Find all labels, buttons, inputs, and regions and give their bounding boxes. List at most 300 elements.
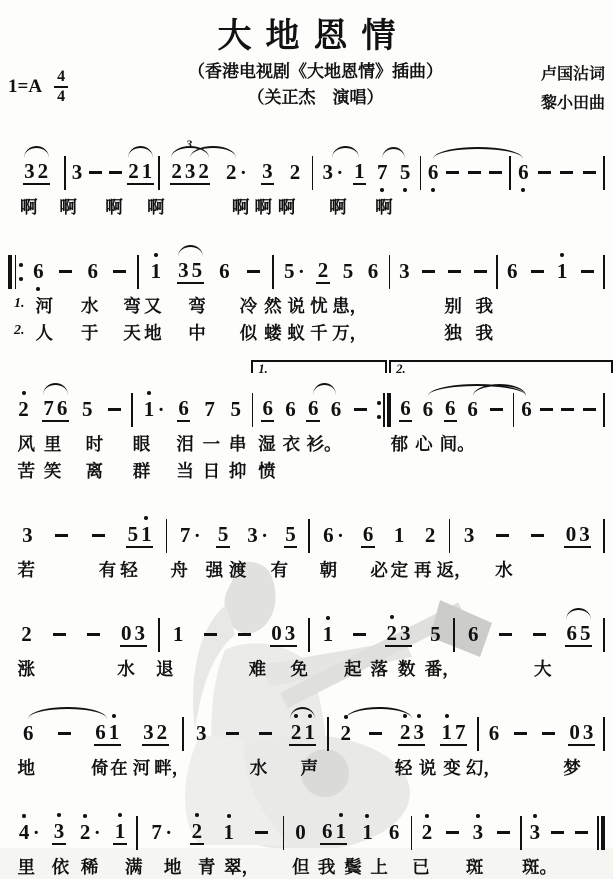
time-signature (54, 69, 68, 105)
dash-note (353, 633, 366, 636)
measure (184, 719, 328, 746)
key-signature (8, 69, 120, 105)
lyric-syllable: 有 (270, 560, 289, 581)
note-token (224, 162, 246, 183)
note-token (70, 162, 84, 183)
note-digit: 5 (191, 257, 203, 282)
note-token (444, 395, 458, 422)
note-token (149, 261, 163, 282)
note-token (32, 261, 46, 282)
lyric-syllable: 番， (424, 659, 460, 680)
note-token (120, 620, 147, 647)
note-token (270, 620, 297, 647)
measure (450, 521, 603, 548)
note-digit: 3 (178, 257, 189, 282)
note-token (178, 525, 200, 546)
lyric-row (8, 191, 605, 218)
dash-note (583, 171, 596, 174)
note-token (398, 719, 425, 746)
lyric-syllable: 啊 (231, 197, 250, 218)
measure (329, 719, 477, 746)
augmentation-dot: · (239, 161, 247, 184)
note-digit: 5 (285, 521, 296, 546)
note-digit: 3 (247, 523, 258, 548)
note-digit: 3 (262, 158, 273, 183)
lyric-syllable: 湿 (258, 434, 276, 455)
lyric-syllable: 愤 (258, 461, 276, 482)
lyric-row (8, 428, 605, 455)
lyric-row (8, 851, 605, 878)
lyric-syllable: 日 (202, 461, 221, 482)
note-digit: 3 (322, 160, 334, 185)
note-digit: 5 (283, 259, 295, 284)
note-token (142, 719, 169, 746)
note-token (565, 620, 592, 647)
lyric-syllable: 千 (310, 323, 328, 344)
barline-single (603, 716, 605, 752)
subtitle-performer: （关正杰 演唱） (247, 88, 384, 108)
dash-note (533, 633, 546, 636)
note-digit: 1 (321, 624, 335, 645)
note-token (423, 525, 437, 546)
measure (8, 620, 158, 647)
note-token (142, 399, 164, 420)
barline-final (597, 815, 605, 851)
note-digit: 6 (56, 395, 68, 420)
octave-dot-high (22, 391, 26, 395)
lyric-syllable: 独 (444, 323, 462, 344)
lyric-syllable: 蚁 (287, 323, 305, 344)
note-digit: 3 (195, 721, 207, 746)
note-token (420, 822, 434, 843)
note-digit: 3 (582, 719, 594, 744)
dash-note (499, 633, 512, 636)
lyric-syllable: 又 (144, 296, 162, 317)
note-digit: 5 (217, 521, 229, 546)
dash-note (531, 534, 544, 537)
lyric-syllable: 于 (80, 323, 99, 344)
note-token (421, 399, 435, 420)
note-digit: 3 (134, 620, 146, 645)
lyric-syllable: 强 (205, 560, 224, 581)
note-digit: 1 (141, 158, 153, 183)
music-system-5 (8, 593, 605, 680)
lyric-syllable: 中 (188, 323, 206, 344)
note-digit: 6 (219, 259, 230, 284)
dash-note (89, 171, 102, 174)
lyric-syllable: 啊 (329, 197, 347, 218)
note-token (21, 525, 35, 546)
augmentation-dot: · (193, 524, 201, 547)
lyric-syllable: 里 (43, 434, 62, 455)
lyric-syllable: 啊 (19, 197, 38, 218)
note-token (78, 822, 100, 843)
dash-note (354, 408, 367, 411)
music-system-2 (8, 230, 605, 344)
note-token (284, 399, 298, 420)
lyric-row (8, 290, 605, 317)
lyric-syllable: 忧 (310, 296, 328, 317)
dash-note (113, 270, 126, 273)
lyric-syllable: 但 (292, 857, 310, 878)
octave-dot-high (390, 615, 394, 619)
lyric-syllable: 梦 (563, 758, 581, 779)
note-token (86, 261, 100, 282)
note-token (322, 525, 344, 546)
note-digit: 2 (21, 622, 32, 647)
dash-note (55, 534, 68, 537)
dash-note (468, 171, 481, 174)
measure (274, 257, 389, 284)
note-digit: 3 (24, 158, 35, 183)
note-digit: 1 (361, 822, 375, 843)
lyric-syllable: 依 (51, 857, 70, 878)
note-token (385, 620, 412, 647)
lyric-syllable: 然 (264, 296, 282, 317)
lyric-syllable: 笑 (43, 461, 62, 482)
note-token (170, 158, 211, 185)
composer-credit: 黎小田曲 (540, 94, 605, 112)
note-digit: 1 (149, 261, 163, 282)
lyric-syllable: 泪 (176, 434, 194, 455)
dash-note (531, 270, 544, 273)
augmentation-dot: · (32, 821, 40, 844)
lyric-syllable: 免 (290, 659, 308, 680)
note-token (284, 521, 298, 548)
lyric-syllable: 再 (413, 560, 432, 581)
barline-single (603, 617, 605, 653)
note-digit: 6 (178, 395, 189, 420)
lyric-syllable: 时 (85, 434, 104, 455)
dash-note (575, 831, 588, 834)
octave-dot-high (339, 813, 343, 817)
octave-dot-high (445, 714, 449, 718)
note-digit: 7 (179, 523, 191, 548)
measure (253, 395, 376, 422)
note-digit: 2 (78, 822, 92, 843)
note-digit: 2 (289, 722, 303, 743)
dash-note (259, 732, 272, 735)
note-digit: 1 (303, 722, 317, 743)
measure (479, 719, 604, 746)
dash-note (92, 534, 105, 537)
measure (66, 158, 159, 185)
lyric-syllable: 涨 (17, 659, 36, 680)
note-digit: 1 (172, 622, 184, 647)
octave-dot-high (476, 814, 480, 818)
lyric-syllable: 天 (123, 323, 141, 344)
dash-note (489, 171, 502, 174)
dash-note (448, 270, 461, 273)
note-token (218, 261, 232, 282)
dash-note (446, 831, 459, 834)
octave-dot-high (425, 814, 429, 818)
note-token (113, 818, 127, 845)
lyric-syllable: 里 (17, 857, 36, 878)
note-digit: 3 (471, 822, 485, 843)
lyric-syllable: 水 (80, 296, 99, 317)
lyric-syllable: 轻 (394, 758, 413, 779)
note-token (361, 822, 375, 843)
lyric-syllable: 1. (13, 295, 25, 311)
measure (160, 620, 308, 647)
note-digit: 2 (339, 723, 353, 744)
augmentation-dot: · (261, 524, 268, 547)
note-token (177, 257, 204, 284)
dash-note (497, 831, 510, 834)
lyricist-credit: 卢国沾词 (540, 66, 605, 83)
note-digit: 5 (342, 259, 354, 284)
lyric-syllable: 大 (533, 659, 552, 680)
volta-label: 2. (396, 361, 406, 376)
notes-row (8, 593, 605, 653)
notes-row (8, 692, 605, 752)
note-digit: 3 (284, 620, 296, 645)
note-digit: 0 (565, 521, 577, 546)
octave-dot-high (560, 253, 564, 257)
lyric-syllable: 当 (176, 461, 194, 482)
note-token (282, 261, 304, 282)
note-digit: 2 (398, 722, 412, 743)
lyric-syllable: 风 (17, 434, 36, 455)
note-digit: 2 (385, 623, 399, 644)
note-token (426, 162, 440, 183)
dash-note (59, 270, 72, 273)
time-signature-numerator: 4 (54, 69, 68, 88)
lyric-syllable: 离 (85, 461, 104, 482)
note-digit: 6 (330, 397, 342, 422)
note-token (366, 261, 380, 282)
lyric-syllable: 地 (144, 323, 162, 344)
lyric-syllable: 幻， (465, 758, 501, 779)
dash-note (108, 408, 121, 411)
dash-note (583, 408, 596, 411)
lyric-syllable: 啊 (277, 197, 296, 218)
note-digit: 3 (528, 822, 542, 843)
note-digit: 3 (399, 259, 410, 284)
note-digit: 6 (488, 721, 500, 746)
note-token (127, 158, 154, 185)
note-digit: 7 (43, 395, 54, 420)
note-token (462, 525, 476, 546)
note-digit: 3 (412, 722, 426, 743)
note-digit: 2 (225, 160, 237, 185)
octave-dot-high (365, 814, 369, 818)
lyric-syllable: 地 (17, 758, 36, 779)
note-digit: 2 (171, 158, 182, 183)
measure (8, 818, 136, 845)
lyric-row (8, 554, 605, 581)
note-digit: 2 (37, 158, 49, 183)
note-token (126, 521, 153, 548)
lyric-syllable: 我 (475, 296, 493, 317)
augmentation-dot: · (157, 398, 165, 421)
lyric-syllable: 青 (197, 857, 216, 878)
lyric-syllable: 似 (239, 323, 258, 344)
time-signature-denominator: 4 (57, 88, 66, 105)
note-digit: 6 (323, 523, 334, 548)
note-token (398, 162, 412, 183)
measure (8, 719, 182, 746)
octave-dot-high (83, 814, 87, 818)
note-token (361, 521, 375, 548)
measure (310, 521, 449, 548)
note-digit: 6 (521, 397, 532, 422)
lyric-syllable: 抑 (228, 461, 247, 482)
note-digit: 3 (71, 160, 83, 185)
note-digit: 1 (555, 261, 569, 282)
dash-note (58, 732, 71, 735)
dash-note (474, 270, 487, 273)
measure (133, 395, 252, 422)
note-digit: 2 (424, 523, 436, 548)
octave-dot-high (417, 714, 421, 718)
lyric-syllable: 满 (125, 857, 143, 878)
note-token (80, 399, 94, 420)
augmentation-dot: · (337, 524, 344, 547)
lyric-syllable: 啊 (105, 197, 123, 218)
augmentation-dot: · (336, 161, 344, 184)
note-digit: 1 (140, 524, 154, 545)
lyric-syllable: 斑 (465, 857, 484, 878)
dash-note (238, 633, 251, 636)
note-digit: 6 (362, 521, 374, 546)
lyric-syllable: 难 (248, 659, 267, 680)
note-digit: 3 (184, 158, 196, 183)
note-digit: 0 (569, 719, 580, 744)
lyric-syllable: 万， (332, 323, 368, 344)
lyric-row (8, 653, 605, 680)
lyric-syllable: 间。 (439, 434, 475, 455)
header-row (8, 59, 605, 119)
note-token (466, 399, 480, 420)
measure (139, 257, 272, 284)
notes-row (8, 230, 605, 290)
lyric-syllable: 河 (35, 296, 53, 317)
note-token (23, 158, 50, 185)
dash-note (53, 633, 66, 636)
lyric-syllable: 落 (370, 659, 388, 680)
dash-note (538, 171, 551, 174)
lyric-syllable: 眼 (132, 434, 151, 455)
lyric-syllable: 鬓 (344, 857, 362, 878)
note-token (429, 624, 443, 645)
lyric-syllable: 我 (317, 857, 336, 878)
octave-dot-high (154, 253, 158, 257)
dash-note (490, 408, 503, 411)
lyric-syllable: 心 (415, 434, 433, 455)
dash-note (542, 732, 555, 735)
note-digit: 2 (156, 719, 168, 744)
note-digit: 0 (121, 620, 132, 645)
lyric-row (8, 317, 605, 344)
lyric-syllable: 已 (412, 857, 430, 878)
note-digit: 1 (107, 722, 121, 743)
song-title: 大地恩情 (217, 16, 410, 56)
lyric-syllable: 水 (249, 758, 268, 779)
lyric-syllable: 舟 (170, 560, 188, 581)
note-digit: 5 (81, 397, 93, 422)
lyric-syllable: 有 (98, 560, 117, 581)
lyric-syllable: 说 (418, 758, 437, 779)
note-token (487, 723, 501, 744)
note-token (17, 399, 31, 420)
note-token (222, 822, 236, 843)
lyric-syllable: 渡 (228, 560, 247, 581)
octave-dot-high (227, 814, 231, 818)
note-digit: 2 (190, 821, 204, 842)
lyric-syllable: 起 (344, 659, 362, 680)
note-digit: 3 (399, 620, 411, 645)
note-token (150, 822, 172, 843)
lyric-syllable: 说 (287, 296, 305, 317)
lyric-syllable: 必 (370, 560, 388, 581)
note-token (392, 525, 406, 546)
measure (412, 822, 520, 843)
lyric-syllable: 郁 (390, 434, 409, 455)
lyric-syllable: 串 (228, 434, 247, 455)
barline-single (603, 254, 605, 290)
note-digit: 6 (566, 620, 577, 645)
lyric-syllable: 一 (202, 434, 221, 455)
note-digit: 5 (398, 162, 412, 183)
lyric-syllable: 定 (390, 560, 409, 581)
measure (8, 395, 131, 422)
note-token (321, 624, 335, 645)
note-token (289, 719, 316, 746)
measure (522, 822, 597, 843)
measure (160, 158, 312, 185)
note-digit: 4 (17, 822, 31, 843)
note-digit: 6 (87, 259, 99, 284)
dash-note (422, 270, 435, 273)
note-token (471, 822, 485, 843)
lyric-syllable: 倚 (90, 758, 109, 779)
lyric-syllable: 数 (397, 659, 416, 680)
note-digit: 6 (95, 719, 106, 744)
music-system-3 (8, 356, 605, 482)
dash-note (561, 408, 574, 411)
note-token (467, 624, 481, 645)
dash-note (540, 408, 553, 411)
lyric-syllable: 河 (132, 758, 151, 779)
note-token (320, 818, 347, 845)
note-token (246, 525, 268, 546)
lyric-syllable: 2. (13, 322, 25, 338)
note-digit: 2 (198, 158, 209, 183)
note-digit: 3 (22, 523, 33, 548)
lyric-syllable: 斑。 (522, 857, 558, 878)
note-token (399, 395, 413, 422)
music-system-4 (8, 494, 605, 581)
lyric-row (8, 455, 605, 482)
lyric-syllable: 稀 (80, 857, 99, 878)
note-digit: 5 (579, 620, 591, 645)
lyric-syllable: 衫。 (306, 434, 342, 455)
note-token (375, 162, 389, 183)
lyric-syllable: 畔， (154, 758, 190, 779)
note-digit: 1 (334, 821, 348, 842)
note-digit: 7 (375, 162, 389, 183)
dash-note (446, 171, 459, 174)
note-digit: 2 (128, 158, 139, 183)
note-digit: 7 (151, 820, 162, 845)
note-token (261, 395, 275, 422)
lyric-syllable: 翠， (224, 857, 260, 878)
octave-dot-high (533, 814, 537, 818)
note-digit: 6 (467, 397, 478, 422)
barline-single (603, 518, 605, 554)
